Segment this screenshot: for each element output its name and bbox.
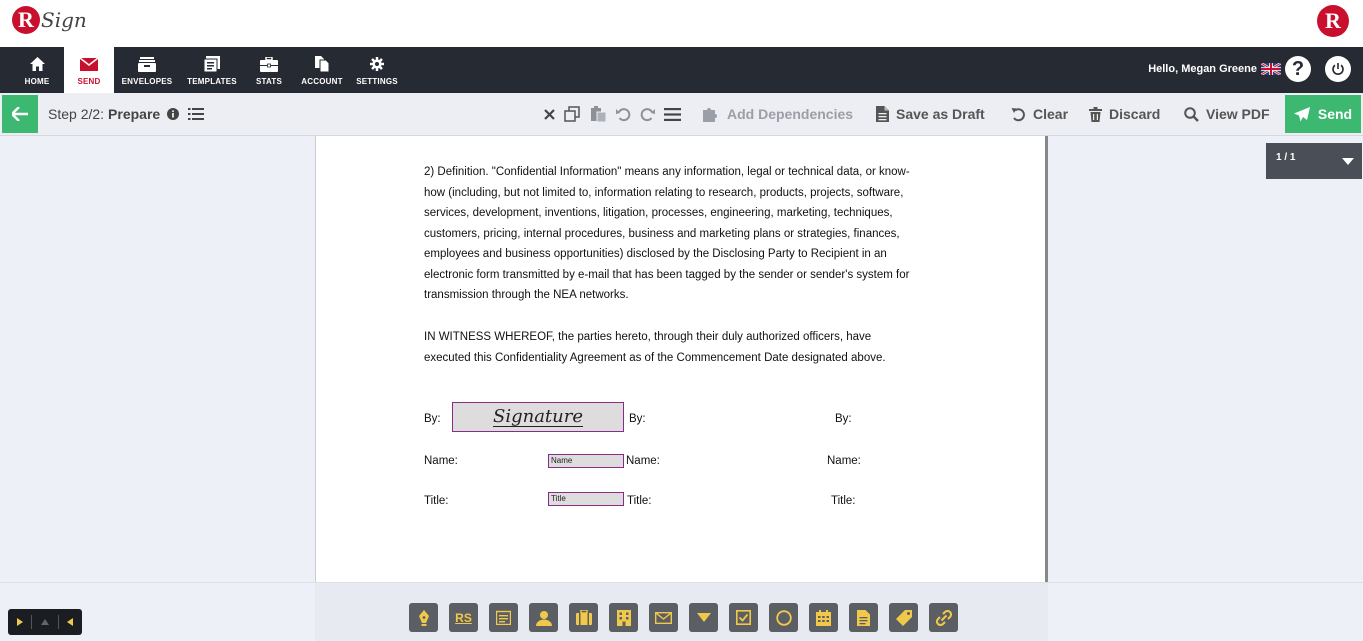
by-label: By: (835, 413, 852, 425)
page-selector[interactable] (1266, 143, 1362, 179)
nav-envelopes-label: ENVELOPES (121, 77, 173, 86)
nav-templates[interactable] (184, 47, 240, 93)
doc-line: electronic form transmitted by e-mail that has been tagged by the sender or sender's system for (424, 268, 910, 281)
close-icon[interactable] (540, 105, 558, 123)
inbox-icon (138, 54, 156, 74)
nav-home[interactable] (14, 47, 60, 93)
initials-icon[interactable] (449, 603, 478, 632)
save-draft-label: Save as Draft (896, 106, 985, 122)
name-label: Name: (424, 455, 458, 467)
signature-field-label: Signature (492, 405, 584, 427)
radio-icon[interactable] (769, 603, 798, 632)
help-icon[interactable]: ? (1285, 56, 1311, 82)
step-indicator (48, 106, 204, 122)
uk-flag-icon[interactable] (1261, 63, 1281, 75)
page-nav-control (8, 609, 82, 635)
bottom-bar (0, 582, 1363, 641)
doc-line: customers, pricing, internal procedures, business and marketing plans or strategies, finances, (424, 227, 900, 240)
view-pdf-button[interactable] (1184, 104, 1270, 124)
clipboard-icon[interactable] (569, 603, 598, 632)
initials-icon-label: RS (455, 610, 472, 625)
doc-line: how (including, but not limited to, information relating to research, products, projects, software, (424, 186, 904, 199)
main-nav (0, 47, 1363, 93)
top-header (0, 0, 1363, 47)
doc-line: 2) Definition. "Confidential Information" means any information, legal or technical data, or know- (424, 166, 910, 178)
doc-line: IN WITNESS WHEREOF, the parties hereto, through their duly authorized officers, have (424, 331, 872, 343)
email-icon[interactable] (649, 603, 678, 632)
doc-line: employees and business opportunities) disclosed by the Disclosing Party to Recipient in an (424, 248, 887, 260)
copy-icon[interactable] (563, 105, 581, 123)
by-label: By: (424, 413, 441, 425)
user-icon[interactable] (529, 603, 558, 632)
discard-button[interactable] (1089, 104, 1160, 124)
document-page (315, 136, 1048, 582)
title-label: Title: (627, 495, 652, 507)
step-name: Prepare (108, 106, 161, 122)
logo-text: Sign (41, 8, 87, 32)
templates-icon (204, 54, 220, 74)
by-label: By: (629, 413, 646, 425)
name-label: Name: (827, 455, 861, 467)
label-icon[interactable] (889, 603, 918, 632)
save-draft-button[interactable] (876, 104, 985, 124)
trash-icon (1089, 107, 1102, 122)
redo-icon[interactable] (638, 105, 656, 123)
paste-icon[interactable] (589, 105, 607, 123)
text-icon[interactable] (849, 603, 878, 632)
arrow-left-icon (12, 107, 28, 121)
signature-field[interactable] (452, 402, 624, 432)
nav-account-label: ACCOUNT (301, 77, 343, 86)
nav-templates-label: TEMPLATES (187, 77, 237, 86)
add-dependencies-button[interactable] (703, 104, 853, 124)
clear-button[interactable] (1011, 104, 1068, 124)
view-pdf-label: View PDF (1206, 106, 1270, 122)
page-number: 1 / 1 (1276, 152, 1296, 163)
power-icon[interactable] (1325, 56, 1351, 82)
back-button[interactable] (2, 95, 38, 133)
field-toolbox (409, 603, 958, 632)
search-icon (1184, 107, 1199, 122)
list-icon[interactable] (188, 108, 204, 120)
rsign-logo[interactable] (12, 6, 87, 34)
files-icon (315, 54, 330, 74)
name-field[interactable]: Name (548, 454, 624, 468)
checkbox-icon[interactable] (729, 603, 758, 632)
nav-send-label: SEND (77, 77, 101, 86)
user-greeting: Hello, Megan Greene (1148, 63, 1257, 75)
dropdown-icon[interactable] (689, 603, 718, 632)
home-icon (29, 54, 46, 74)
puzzle-icon (703, 106, 720, 122)
undo-icon[interactable] (614, 105, 632, 123)
definition-paragraph (424, 162, 944, 306)
rpost-logo[interactable]: R (1317, 5, 1349, 37)
briefcase-icon (260, 54, 278, 74)
nav-send[interactable] (64, 47, 114, 93)
play-left-icon[interactable] (66, 617, 74, 627)
title-label: Title: (831, 495, 856, 507)
step-prefix: Step 2/2: (48, 106, 105, 122)
nav-envelopes[interactable] (119, 47, 175, 93)
info-icon[interactable] (167, 108, 179, 120)
doc-line: executed this Confidentiality Agreement as of the Commencement Date designated above. (424, 351, 886, 364)
prepare-toolbar (0, 93, 1363, 136)
menu-icon[interactable] (663, 105, 681, 123)
envelope-icon (80, 54, 98, 74)
nav-home-label: HOME (24, 77, 50, 86)
name-label: Name: (626, 455, 660, 467)
caret-down-icon (1342, 158, 1354, 165)
document-icon (876, 106, 889, 122)
gear-icon (370, 54, 384, 74)
discard-label: Discard (1109, 106, 1161, 122)
date-signed-icon[interactable] (489, 603, 518, 632)
send-button[interactable] (1285, 95, 1361, 133)
doc-line: services, development, inventions, litigation, processes, engineering, marketing, techniques, (424, 207, 893, 219)
nav-stats[interactable] (250, 47, 288, 93)
witness-paragraph (424, 327, 944, 368)
clear-label: Clear (1033, 106, 1069, 122)
nav-settings[interactable] (356, 47, 398, 93)
nav-stats-label: STATS (255, 77, 283, 86)
send-label: Send (1317, 106, 1353, 122)
logo-mark: R (12, 6, 40, 34)
nav-account[interactable] (298, 47, 346, 93)
title-label: Title: (424, 495, 449, 507)
hyperlink-icon[interactable] (929, 603, 958, 632)
reset-icon (1011, 107, 1026, 122)
add-dependencies-label: Add Dependencies (727, 106, 854, 122)
calendar-icon[interactable] (809, 603, 838, 632)
pen-icon[interactable] (409, 603, 438, 632)
building-icon[interactable] (609, 603, 638, 632)
play-right-icon[interactable] (16, 617, 24, 627)
title-field[interactable]: Title (548, 492, 624, 506)
doc-line: transmission through the NEA networks. (424, 289, 629, 301)
play-up-icon[interactable] (40, 618, 50, 626)
nav-settings-label: SETTINGS (356, 77, 398, 86)
paper-plane-icon (1294, 107, 1310, 122)
